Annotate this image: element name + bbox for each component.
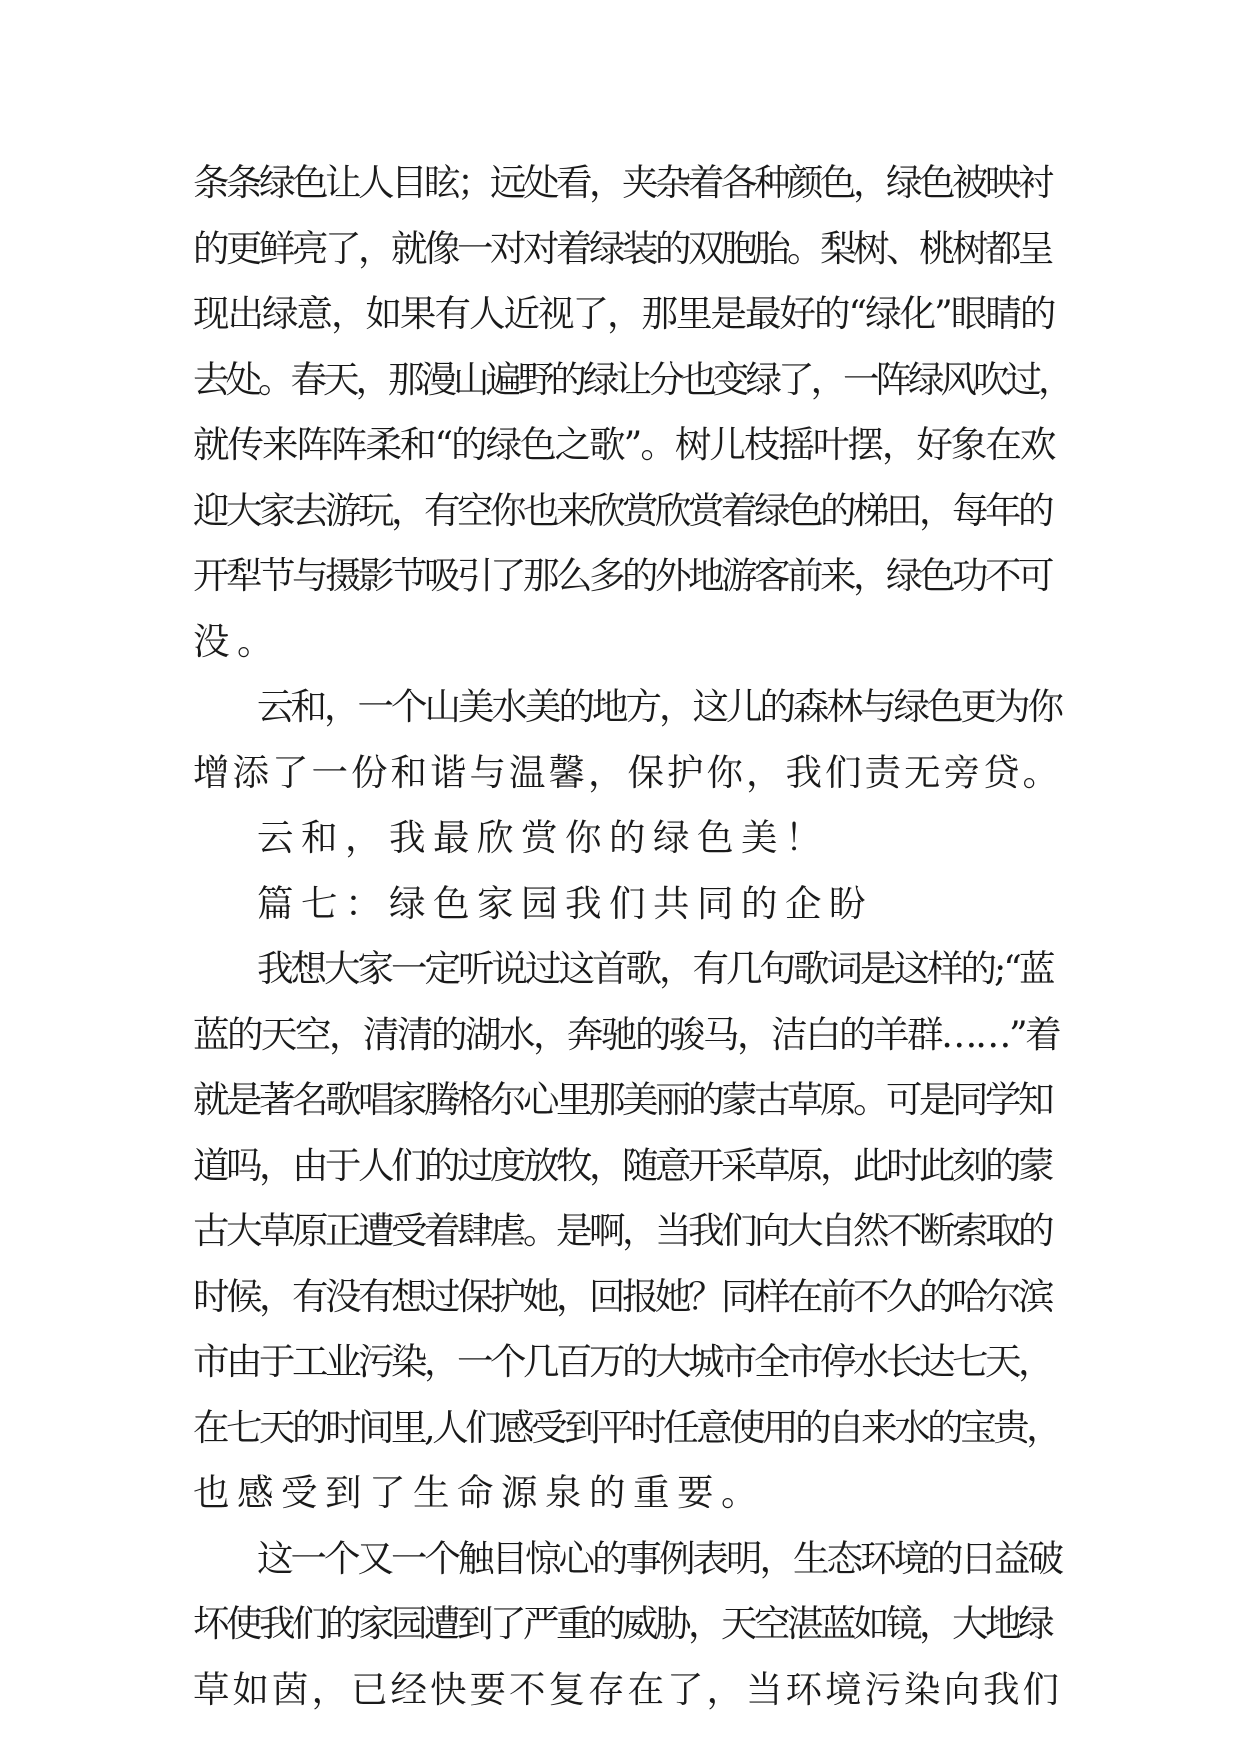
text-line: 条条绿色让人目眩；远处看，夹杂着各种颜色，绿色被映衬 [193, 161, 1051, 204]
text-line: 就是著名歌唱家腾格尔心里那美丽的蒙古草原。可是同学知 [193, 1078, 1051, 1121]
text-line: 坏使我们的家园遭到了严重的威胁，天空湛蓝如镜，大地绿 [193, 1602, 1051, 1645]
text-line: 现出绿意，如果有人近视了，那里是最好的“绿化”眼睛的 [193, 292, 1055, 335]
text-line: 这一个又一个触目惊心的事例表明，生态环境的日益破 [257, 1536, 1061, 1580]
text-line: 迎大家去游玩，有空你也来欣赏欣赏着绿色的梯田，每年的 [193, 488, 1051, 532]
text-line: 在七天的时间里,人们感受到平时任意使用的自来水的宝贵， [193, 1405, 1060, 1449]
text-line: 的更鲜亮了，就像一对对着绿装的双胞胎。梨树、桃树都呈 [193, 226, 1051, 270]
text-line: 古大草原正遭受着肆虐。是啊，当我们向大自然不断索取的 [193, 1209, 1051, 1252]
text-line: 增添了一份和谐与温馨，保护你，我们责无旁贷。 [193, 750, 1062, 794]
text-line: 蓝的天空，清清的湖水，奔驰的骏马，洁白的羊群……”着 [193, 1012, 1060, 1056]
text-line: 就传来阵阵柔和“的绿色之歌”。树儿枝摇叶摆，好象在欢 [193, 423, 1055, 466]
text-line: 没。 [193, 619, 281, 663]
text-line: 开犁节与摄影节吸引了那么多的外地游客前来，绿色功不可 [193, 554, 1051, 597]
text-line: 云和，我最欣赏你的绿色美！ [257, 816, 829, 859]
body-text [193, 150, 1071, 1722]
text-line: 道吗，由于人们的过度放牧，随意开采草原，此时此刻的蒙 [193, 1143, 1051, 1187]
text-line: 云和，一个山美水美的地方，这儿的森林与绿色更为你 [257, 685, 1061, 728]
text-line: 去处。春天，那漫山遍野的绿让分也变绿了，一阵绿风吹过， [193, 357, 1071, 401]
text-line: 我想大家一定听说过这首歌，有几句歌词是这样的;“蓝 [257, 947, 1053, 990]
text-line: 草如茵，已经快要不复存在了，当环境污染向我们 [193, 1667, 1062, 1711]
text-line: 篇七：绿色家园我们共同的企盼 [257, 881, 873, 925]
text-line: 也感受到了生命源泉的重要。 [193, 1471, 765, 1514]
text-line: 时候，有没有想过保护她，回报她？同样在前不久的哈尔滨 [193, 1274, 1051, 1318]
text-line: 市由于工业污染，一个几百万的大城市全市停水长达七天， [193, 1340, 1051, 1383]
